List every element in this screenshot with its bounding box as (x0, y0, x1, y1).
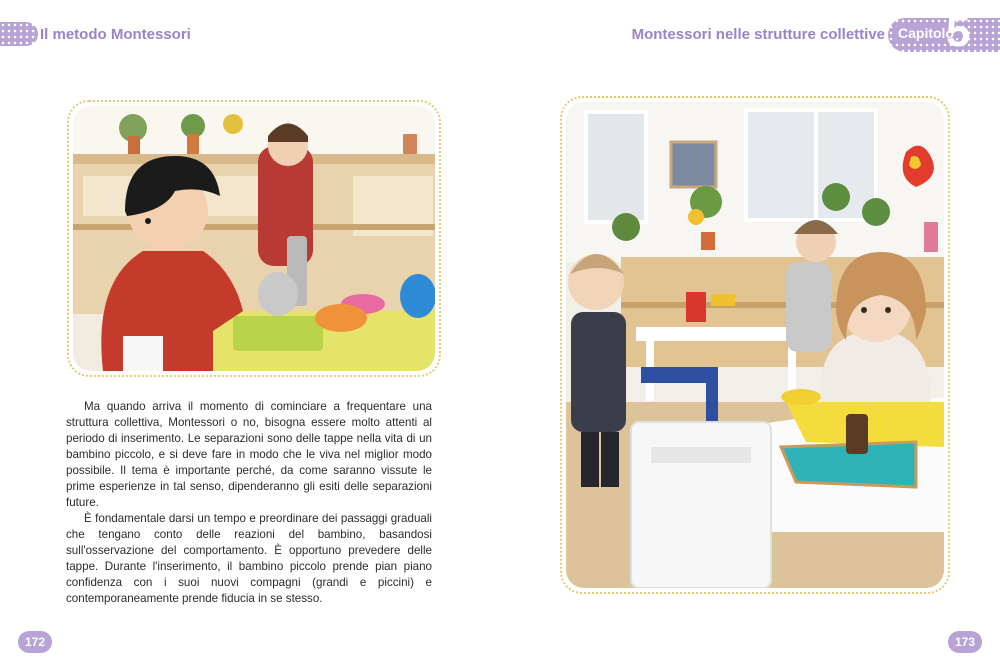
page-number-right: 173 (948, 631, 982, 653)
chapter-number: 5 (946, 7, 971, 56)
header-decoration-left (0, 22, 38, 46)
running-header-left: Il metodo Montessori (40, 26, 191, 43)
chapter-label: Capitolo (894, 24, 958, 42)
photo-classroom-children (566, 102, 944, 588)
photo-frame-left (67, 100, 441, 377)
chapter-badge (888, 7, 1000, 56)
body-text (66, 399, 432, 607)
photo-frame-right (560, 96, 950, 594)
body-paragraph: È fondamentale darsi un tempo e preordinare dei passaggi graduali che tengano conto delle reazioni del bambino, basandosi sull'osservazione del comportamento. È opportuno prevedere delle tappe. Durante l'inserimento, il bambino piccolo prende pian piano confidenza con i suoi nuovi compagni (grandi e piccini) e contemporaneamente prende fiducia in se stesso. (66, 512, 432, 605)
right-page (500, 0, 1000, 672)
photo-child-pouring-tea (73, 106, 435, 371)
running-header-right: Montessori nelle strutture collettive (631, 26, 885, 43)
body-paragraph: Ma quando arriva il momento di cominciare a frequentare una struttura collettiva, Montessori o no, bisogna essere molto attenti al periodo di inserimento. Le separazioni sono delle tappe nella vita di un bambino piccolo, e si deve fare in modo che le viva nel miglior modo possibile. Il tema è importante perché, da come saranno vissute le prime esperienze in tal senso, dipenderanno gli esiti delle separazioni future. (66, 400, 432, 509)
page-number-left: 172 (18, 631, 52, 653)
